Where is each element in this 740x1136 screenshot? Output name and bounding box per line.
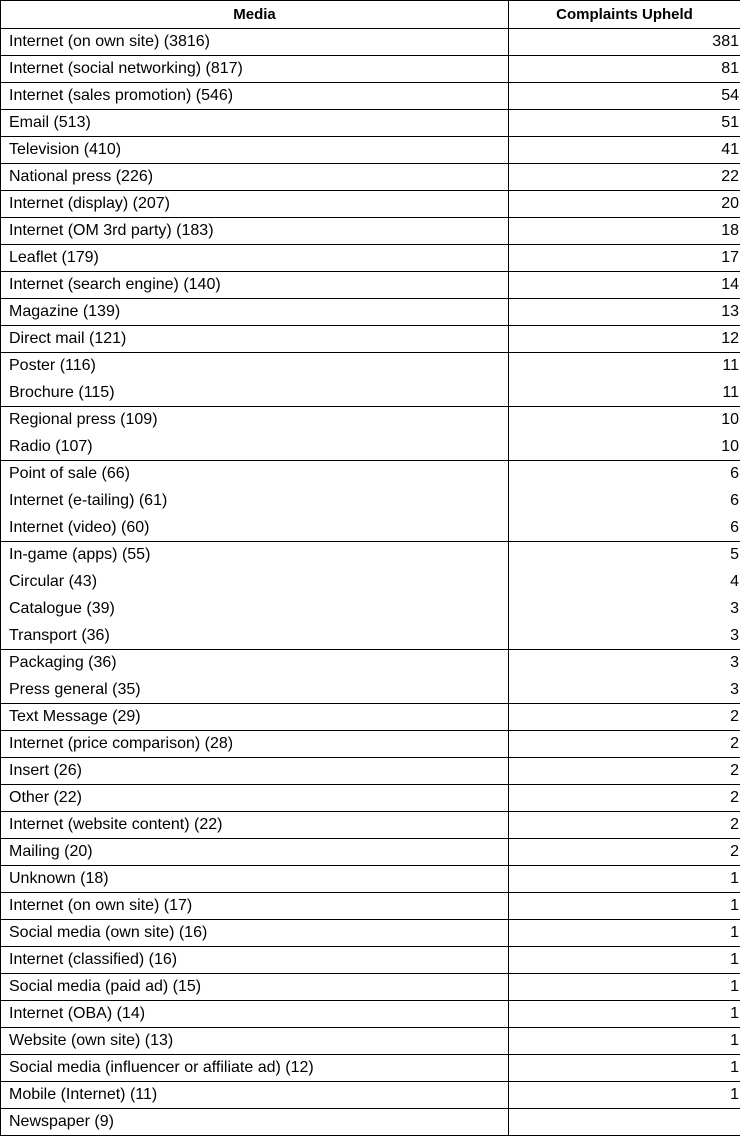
complaints-upheld-cell: 5 — [509, 542, 740, 569]
media-cell: Internet (on own site) (3816) — [1, 29, 509, 56]
table-row — [1, 650, 740, 677]
table-row — [1, 893, 740, 920]
complaints-upheld-cell: 12 — [509, 326, 740, 353]
table-row — [1, 596, 740, 623]
media-cell: Internet (website content) (22) — [1, 812, 509, 839]
media-cell: Press general (35) — [1, 677, 509, 704]
complaints-upheld-cell: 18 — [509, 218, 740, 245]
media-cell: Mailing (20) — [1, 839, 509, 866]
table-row — [1, 623, 740, 650]
complaints-upheld-header: Complaints Upheld — [509, 1, 740, 29]
table-row — [1, 785, 740, 812]
complaints-upheld-cell: 1 — [509, 1001, 740, 1028]
table-row — [1, 920, 740, 947]
complaints-upheld-cell: 6 — [509, 461, 740, 488]
complaints-upheld-cell: 20 — [509, 191, 740, 218]
media-cell: Packaging (36) — [1, 650, 509, 677]
table-row — [1, 461, 740, 488]
table-row — [1, 731, 740, 758]
complaints-upheld-cell: 2 — [509, 839, 740, 866]
complaints-upheld-cell — [509, 1109, 740, 1136]
table-row — [1, 812, 740, 839]
media-cell: Insert (26) — [1, 758, 509, 785]
complaints-upheld-cell: 1 — [509, 920, 740, 947]
complaints-upheld-cell: 1 — [509, 1055, 740, 1082]
complaints-upheld-cell: 1 — [509, 947, 740, 974]
complaints-upheld-cell: 14 — [509, 272, 740, 299]
complaints-upheld-cell: 3 — [509, 596, 740, 623]
table-row — [1, 569, 740, 596]
complaints-upheld-cell: 2 — [509, 731, 740, 758]
table-row — [1, 272, 740, 299]
media-cell: Website (own site) (13) — [1, 1028, 509, 1055]
complaints-upheld-cell: 6 — [509, 515, 740, 542]
media-cell: Social media (own site) (16) — [1, 920, 509, 947]
complaints-upheld-cell: 17 — [509, 245, 740, 272]
media-cell: Internet (social networking) (817) — [1, 56, 509, 83]
media-cell: Newspaper (9) — [1, 1109, 509, 1136]
table-row — [1, 164, 740, 191]
table-row — [1, 839, 740, 866]
table-row — [1, 758, 740, 785]
table-row — [1, 974, 740, 1001]
media-cell: Transport (36) — [1, 623, 509, 650]
complaints-upheld-cell: 3 — [509, 677, 740, 704]
media-cell: Email (513) — [1, 110, 509, 137]
complaints-upheld-cell: 54 — [509, 83, 740, 110]
media-cell: Leaflet (179) — [1, 245, 509, 272]
media-cell: Internet (price comparison) (28) — [1, 731, 509, 758]
media-cell: National press (226) — [1, 164, 509, 191]
complaints-upheld-cell: 2 — [509, 758, 740, 785]
complaints-upheld-cell: 11 — [509, 380, 740, 407]
media-cell: Internet (e-tailing) (61) — [1, 488, 509, 515]
table-row — [1, 704, 740, 731]
media-cell: Brochure (115) — [1, 380, 509, 407]
media-cell: Circular (43) — [1, 569, 509, 596]
complaints-upheld-cell: 2 — [509, 812, 740, 839]
media-cell: Catalogue (39) — [1, 596, 509, 623]
complaints-upheld-cell: 41 — [509, 137, 740, 164]
complaints-upheld-cell: 1 — [509, 1082, 740, 1109]
table-row — [1, 137, 740, 164]
complaints-upheld-cell: 4 — [509, 569, 740, 596]
media-cell: Social media (influencer or affiliate ad) (12) — [1, 1055, 509, 1082]
complaints-upheld-cell: 3 — [509, 650, 740, 677]
table-row — [1, 542, 740, 569]
media-cell: Internet (OM 3rd party) (183) — [1, 218, 509, 245]
table-row — [1, 947, 740, 974]
table-row — [1, 434, 740, 461]
complaints-upheld-cell: 1 — [509, 866, 740, 893]
media-cell: Social media (paid ad) (15) — [1, 974, 509, 1001]
table-row — [1, 1109, 740, 1136]
complaints-upheld-cell: 10 — [509, 434, 740, 461]
table-row — [1, 1055, 740, 1082]
table-row — [1, 218, 740, 245]
table-row — [1, 515, 740, 542]
table-row — [1, 1082, 740, 1109]
media-cell: Other (22) — [1, 785, 509, 812]
media-cell: Magazine (139) — [1, 299, 509, 326]
table-row — [1, 1028, 740, 1055]
complaints-upheld-cell: 51 — [509, 110, 740, 137]
table-row — [1, 407, 740, 434]
table-row — [1, 191, 740, 218]
table-row — [1, 83, 740, 110]
complaints-upheld-cell: 6 — [509, 488, 740, 515]
media-cell: Internet (search engine) (140) — [1, 272, 509, 299]
complaints-upheld-cell: 2 — [509, 785, 740, 812]
complaints-upheld-cell: 1 — [509, 974, 740, 1001]
complaints-upheld-cell: 2 — [509, 704, 740, 731]
complaints-upheld-cell: 81 — [509, 56, 740, 83]
header-row — [1, 1, 740, 29]
complaints-upheld-cell: 11 — [509, 353, 740, 380]
table-row — [1, 299, 740, 326]
complaints-upheld-cell: 1 — [509, 1028, 740, 1055]
table-row — [1, 29, 740, 56]
complaints-upheld-cell: 1 — [509, 893, 740, 920]
media-cell: Point of sale (66) — [1, 461, 509, 488]
table-row — [1, 56, 740, 83]
media-cell: Direct mail (121) — [1, 326, 509, 353]
complaints-upheld-cell: 10 — [509, 407, 740, 434]
media-header: Media — [1, 1, 509, 29]
complaints-upheld-cell: 381 — [509, 29, 740, 56]
media-cell: Regional press (109) — [1, 407, 509, 434]
table-row — [1, 380, 740, 407]
table-row — [1, 1001, 740, 1028]
media-cell: Internet (on own site) (17) — [1, 893, 509, 920]
media-cell: Internet (classified) (16) — [1, 947, 509, 974]
table-row — [1, 326, 740, 353]
table-row — [1, 866, 740, 893]
complaints-upheld-cell: 22 — [509, 164, 740, 191]
media-cell: Poster (116) — [1, 353, 509, 380]
media-cell: Internet (display) (207) — [1, 191, 509, 218]
table-row — [1, 677, 740, 704]
complaints-upheld-cell: 3 — [509, 623, 740, 650]
table-row — [1, 488, 740, 515]
table-row — [1, 245, 740, 272]
media-cell: Unknown (18) — [1, 866, 509, 893]
media-cell: Internet (sales promotion) (546) — [1, 83, 509, 110]
table-row — [1, 110, 740, 137]
media-cell: Mobile (Internet) (11) — [1, 1082, 509, 1109]
media-cell: Internet (OBA) (14) — [1, 1001, 509, 1028]
table-row — [1, 353, 740, 380]
complaints-upheld-cell: 13 — [509, 299, 740, 326]
media-cell: Television (410) — [1, 137, 509, 164]
media-cell: In-game (apps) (55) — [1, 542, 509, 569]
media-cell: Text Message (29) — [1, 704, 509, 731]
media-cell: Radio (107) — [1, 434, 509, 461]
media-cell: Internet (video) (60) — [1, 515, 509, 542]
